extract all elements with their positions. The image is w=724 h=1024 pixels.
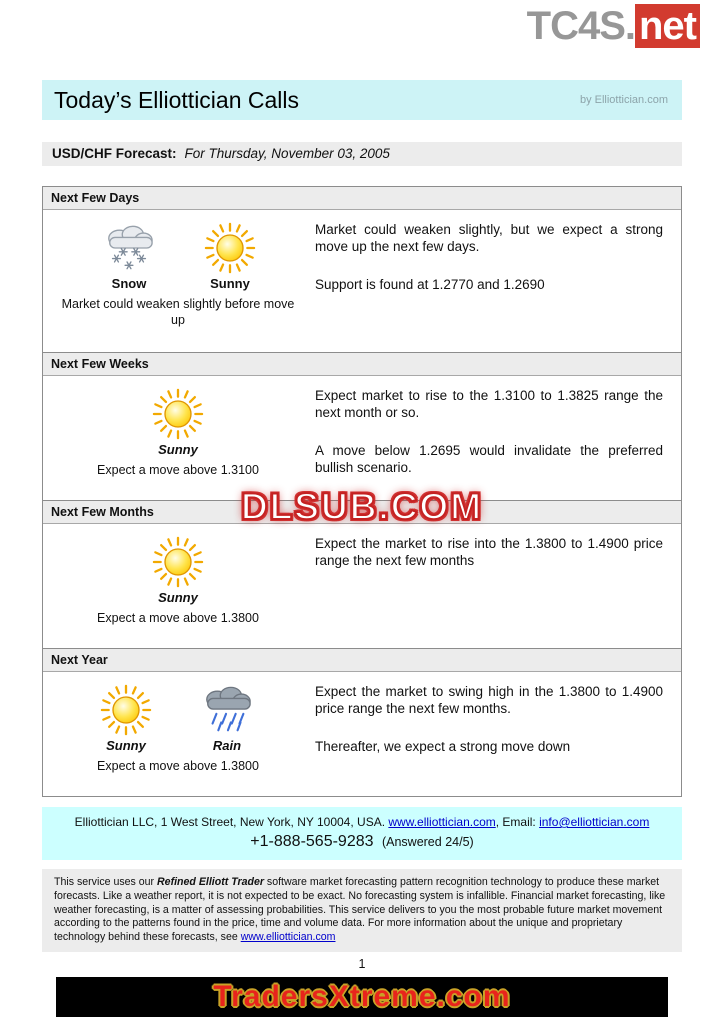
weather-label: Sunny [106, 738, 146, 753]
section-title: Next Year [43, 649, 681, 672]
section-caption: Expect a move above 1.3800 [97, 611, 259, 625]
address-text: , Email: [495, 815, 540, 829]
icons-row [53, 680, 303, 753]
weather-column [53, 532, 303, 638]
icons-row [53, 384, 303, 457]
forecast-date: For Thursday, November 03, 2005 [184, 146, 390, 161]
report-header [42, 80, 682, 120]
forecast-paragraph: Market could weaken slightly, but we expect a strong move up the next few days. [315, 222, 663, 255]
tc4s-logo-text: TC4S. [526, 4, 635, 48]
weather-icon-block [100, 222, 158, 291]
watermark: DLSUB.COM [240, 486, 484, 527]
byline: by Elliottician.com [579, 94, 668, 106]
tradersxtreme-bar [56, 977, 668, 1017]
disclaimer-link[interactable]: www.elliottician.com [240, 931, 336, 944]
forecast-bar [42, 142, 682, 166]
icons-row [53, 218, 303, 291]
forecast-paragraph: Expect the market to swing high in the 1.3800 to 1.4900 price range the next few months. [315, 684, 663, 717]
weather-label: Sunny [158, 590, 198, 605]
rain-icon [198, 684, 256, 736]
forecast-section [43, 187, 681, 352]
forecast-paragraph: Thereafter, we expect a strong move down [315, 738, 571, 754]
contact-footer [42, 807, 682, 860]
tc4s-logo [0, 0, 724, 46]
section-body [43, 376, 681, 500]
disclaimer [42, 869, 682, 952]
weather-label: Sunny [158, 442, 198, 457]
disclaimer-text: software market forecasting pattern recognition technology to produce these market forecasts. Like a weather report, it is not expected to be exact. No forecasting system is infallible. Financial market forecasting, like weather forecasting, is a matter of assessing probabilities. This service delivers to you the most probable future market movement according to the patterns found in the price, time and volume data. For more information about the unique and proprietary technology behind these forecasts, see [54, 876, 666, 944]
section-caption: Market could weaken slightly before move up [61, 297, 295, 328]
forecast-paragraph: A move below 1.2695 would invalidate the preferred bullish scenario. [315, 442, 663, 475]
forecast-paragraph: Expect the market to rise into the 1.3800 to 1.4900 price range the next few months [315, 536, 663, 569]
section-title: Next Few Days [43, 187, 681, 210]
website-link[interactable]: www.elliottician.com [388, 815, 496, 829]
weather-label: Rain [212, 738, 242, 753]
weather-label: Snow [111, 276, 147, 291]
forecast-label: USD/CHF Forecast: [52, 146, 177, 161]
forecast-text-column [303, 680, 671, 786]
tradersxtreme-logo: TradersXtreme.com [213, 980, 511, 1013]
forecast-text-column [303, 532, 671, 638]
section-body [43, 524, 681, 648]
section-caption: Expect a move above 1.3800 [97, 759, 259, 773]
weather-icon-block [198, 684, 256, 753]
forecast-paragraph: Support is found at 1.2770 and 1.2690 [315, 276, 545, 292]
phone-number: +1-888-565-9283 [250, 833, 374, 850]
section-caption: Expect a move above 1.3100 [97, 463, 259, 477]
forecast-paragraph: Expect market to rise to the 1.3100 to 1.3825 range the next month or so. [315, 388, 663, 421]
contact-address [52, 815, 672, 829]
sun-icon [152, 388, 204, 440]
sun-icon [204, 222, 256, 274]
forecast-text-column [303, 218, 671, 342]
forecast-section [43, 648, 681, 796]
snow-icon [100, 222, 158, 274]
weather-icon-block [204, 222, 256, 291]
page-title: Today’s Elliottician Calls [54, 86, 300, 113]
section-title: Next Few Weeks [43, 353, 681, 376]
tc4s-logo-net: net [635, 4, 700, 48]
section-body [43, 210, 681, 352]
weather-icon-block [152, 388, 204, 457]
weather-column [53, 680, 303, 786]
address-text: Elliottician LLC, 1 West Street, New York, NY 10004, USA. [74, 815, 389, 829]
answered-note: (Answered 24/5) [381, 835, 474, 849]
section-title: Next Few Months [43, 501, 681, 524]
weather-column [53, 218, 303, 342]
icons-row [53, 532, 303, 605]
weather-column [53, 384, 303, 490]
weather-icon-block [100, 684, 152, 753]
sun-icon [152, 536, 204, 588]
forecast-text-column [303, 384, 671, 490]
sun-icon [100, 684, 152, 736]
product-name: Refined Elliott Trader [157, 876, 264, 888]
disclaimer-text: This service uses our [54, 876, 158, 888]
weather-label: Sunny [210, 276, 250, 291]
email-link[interactable]: info@elliottician.com [539, 815, 650, 829]
page-number: 1 [358, 956, 366, 971]
phone-line [52, 833, 672, 851]
weather-icon-block [152, 536, 204, 605]
section-body [43, 672, 681, 796]
forecast-section [43, 352, 681, 500]
